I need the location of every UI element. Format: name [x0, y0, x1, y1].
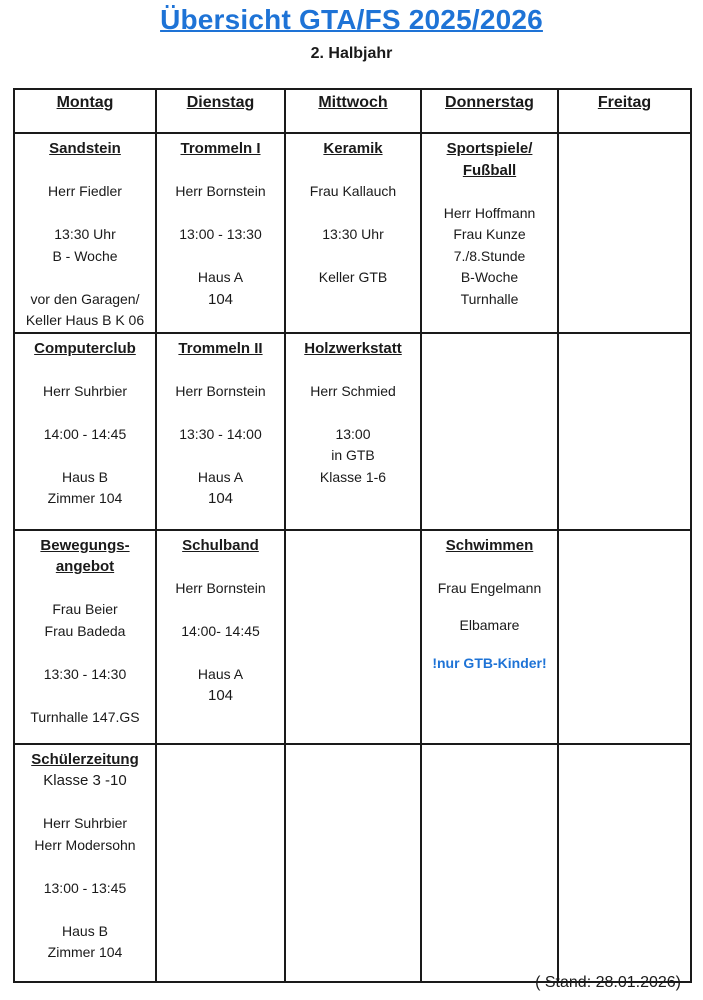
week: B - Woche [52, 247, 118, 264]
time: 13:30 - 14:00 [179, 425, 262, 442]
time: 14:00- 14:45 [181, 622, 260, 639]
room: Zimmer 104 [47, 490, 123, 506]
column-header-mittwoch: Mittwoch [285, 89, 421, 133]
activity-name: Schwimmen [445, 536, 534, 554]
room: 104 [207, 290, 234, 308]
cell-schulband [156, 530, 285, 744]
teacher: Herr Fiedler [48, 183, 122, 199]
teacher: Frau Kallauch [309, 183, 397, 199]
location: Elbamare [459, 617, 520, 633]
location: Haus A [197, 468, 244, 485]
group: Klasse 1-6 [319, 468, 387, 485]
location: in GTB [331, 447, 375, 463]
time: 7./8.Stunde [453, 247, 526, 264]
location: Haus B [62, 922, 108, 939]
activity-name: Fußball [462, 161, 517, 179]
cell-computerclub [14, 333, 156, 530]
room: 104 [207, 490, 234, 507]
column-header-dienstag: Dienstag [156, 89, 285, 133]
teacher: Herr Suhrbier [42, 382, 128, 399]
teacher: Herr Modersohn [34, 836, 136, 853]
location: Keller Haus B K 06 [25, 312, 145, 328]
teacher: Herr Suhrbier [42, 815, 128, 831]
page-title: Übersicht GTA/FS 2025/2026 [160, 4, 543, 35]
cell-trommeln-2 [156, 333, 285, 530]
activity-name: Schulband [182, 536, 259, 554]
room: Zimmer 104 [47, 944, 123, 960]
column-header-donnerstag: Donnerstag [421, 89, 558, 133]
cell-bewegungsangebot [14, 530, 156, 744]
stand-date: ( Stand: 28.01.2026) [535, 974, 681, 991]
column-header-montag: Montag [14, 89, 156, 133]
cell-empty [558, 530, 691, 744]
time: 13:30 Uhr [322, 226, 384, 242]
cell-sandstein [14, 133, 156, 333]
cell-holzwerkstatt [285, 333, 421, 530]
cell-empty [558, 333, 691, 530]
activity-name: Keramik [323, 140, 383, 157]
time: 13:00 - 13:45 [43, 879, 127, 896]
teacher: Herr Bornstein [175, 382, 266, 399]
column-header-freitag: Freitag [558, 89, 691, 133]
table-row [14, 133, 691, 333]
page-subtitle: 2. Halbjahr [310, 45, 393, 62]
activity-name: Sportspiele/ [446, 140, 533, 157]
activity-name: angebot [55, 558, 115, 575]
note: !nur GTB-Kinder! [432, 654, 547, 671]
cell-schwimmen [421, 530, 558, 744]
location: vor den Garagen/ [30, 290, 140, 307]
activity-name: Trommeln II [178, 339, 263, 357]
activity-name: Holzwerkstatt [304, 339, 402, 357]
cell-empty [285, 530, 421, 744]
cell-sportspiele [421, 133, 558, 333]
cell-keramik [285, 133, 421, 333]
activity-name: Sandstein [49, 140, 121, 157]
location: Haus B [62, 468, 108, 485]
time: 13:30 - 14:30 [43, 665, 127, 682]
schedule-table [13, 88, 692, 983]
header-row [14, 89, 691, 133]
room: 104 [207, 687, 234, 704]
activity-name: Schülerzeitung [31, 750, 139, 768]
cell-empty [421, 744, 558, 982]
location: Turnhalle [460, 290, 519, 307]
teacher: Frau Beier [52, 601, 118, 617]
activity-name: Bewegungs- [40, 536, 130, 554]
cell-empty [421, 333, 558, 530]
time: 14:00 - 14:45 [43, 425, 127, 442]
cell-schuelerzeitung [14, 744, 156, 982]
week: B-Woche [460, 269, 519, 285]
location: Haus A [197, 269, 244, 285]
teacher: Herr Schmied [310, 382, 396, 399]
time: 13:30 Uhr [54, 226, 116, 242]
cell-empty [285, 744, 421, 982]
teacher: Herr Bornstein [175, 579, 266, 596]
teacher: Herr Hoffmann [443, 204, 536, 221]
location: Turnhalle 147.GS [30, 708, 140, 725]
cell-empty [558, 133, 691, 333]
time: 13:00 [335, 425, 371, 442]
teacher: Herr Bornstein [175, 183, 266, 199]
cell-trommeln-1 [156, 133, 285, 333]
activity-name: Trommeln I [180, 140, 261, 157]
cell-empty [156, 744, 285, 982]
table-row [14, 744, 691, 982]
location: Keller GTB [318, 269, 388, 285]
teacher: Frau Badeda [44, 622, 126, 639]
location: Haus A [197, 665, 244, 682]
teacher: Frau Engelmann [437, 579, 542, 596]
group: Klasse 3 -10 [43, 772, 127, 789]
time: 13:00 - 13:30 [179, 226, 262, 242]
cell-empty [558, 744, 691, 982]
table-row [14, 333, 691, 530]
table-row [14, 530, 691, 744]
teacher: Frau Kunze [453, 226, 526, 242]
activity-name: Computerclub [34, 339, 136, 357]
